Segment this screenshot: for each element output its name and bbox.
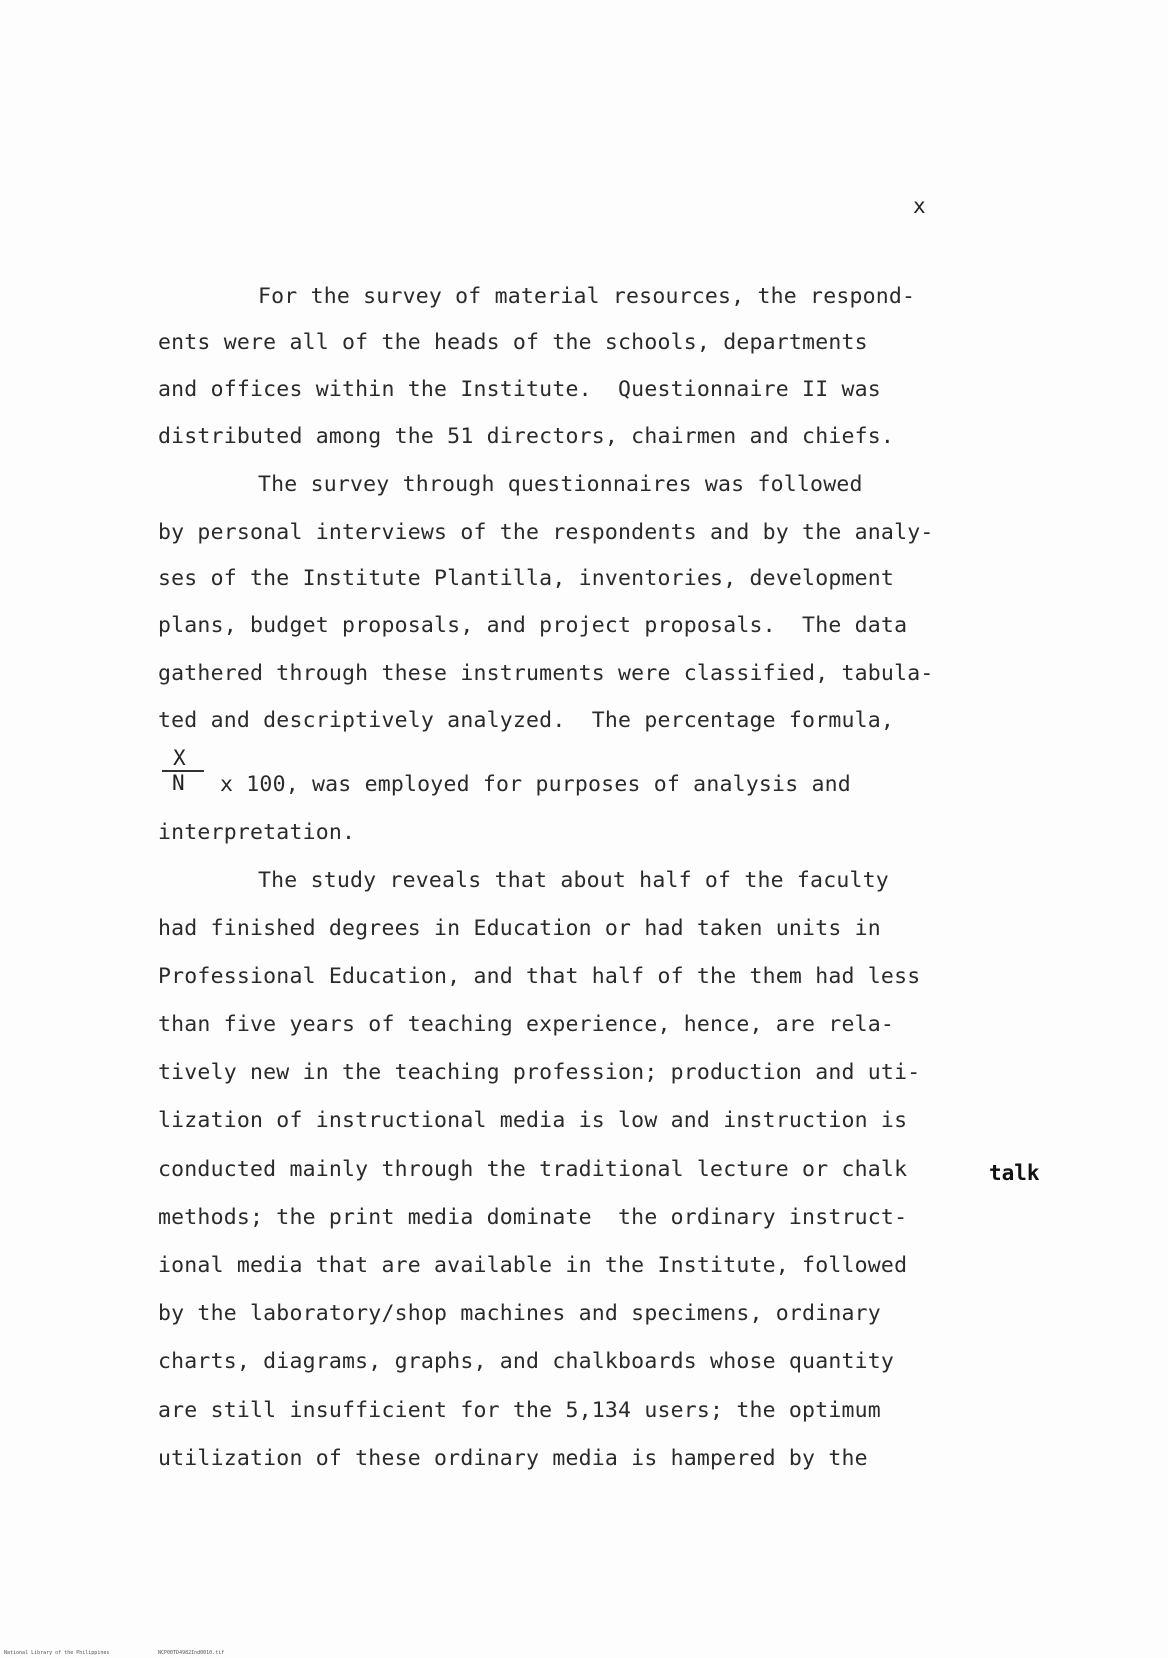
text-line: Professional Education, and that half of the them had less	[158, 964, 921, 989]
text-line: by the laboratory/shop machines and specimens, ordinary	[158, 1301, 881, 1326]
text-line: than five years of teaching experience, hence, are rela-	[158, 1012, 895, 1037]
text-line: ted and descriptively analyzed. The percentage formula,	[158, 708, 895, 733]
text-line: distributed among the 51 directors, chairmen and chiefs.	[158, 424, 895, 449]
text-line: are still insufficient for the 5,134 users; the optimum	[158, 1398, 881, 1423]
text-line: and offices within the Institute. Questionnaire II was	[158, 377, 881, 402]
text-line: by personal interviews of the respondents and by the analy-	[158, 520, 934, 545]
percentage-formula	[160, 746, 200, 802]
text-line: x 100, was employed for purposes of analysis and	[220, 772, 851, 797]
margin-word: talk	[989, 1161, 1040, 1185]
formula-numerator: X	[173, 746, 186, 770]
text-line: had finished degrees in Education or had taken units in	[158, 916, 881, 941]
text-line: The study reveals that about half of the faculty	[258, 868, 889, 893]
text-line: lization of instructional media is low and instruction is	[158, 1108, 908, 1133]
text-line: plans, budget proposals, and project proposals. The data	[158, 613, 908, 638]
text-line: utilization of these ordinary media is hampered by the	[158, 1446, 868, 1471]
text-line: gathered through these instruments were classified, tabula-	[158, 661, 934, 686]
page-number: x	[913, 194, 926, 218]
footer-file: NCP00TD4982Ind0010.tif	[158, 1650, 225, 1656]
text-line: charts, diagrams, graphs, and chalkboards whose quantity	[158, 1349, 895, 1374]
text-line: methods; the print media dominate the ordinary instruct-	[158, 1205, 908, 1230]
text-line: ents were all of the heads of the schools, departments	[158, 330, 868, 355]
text-line: tively new in the teaching profession; production and uti-	[158, 1060, 921, 1085]
formula-denominator: N	[172, 771, 185, 795]
text-line: conducted mainly through the traditional lecture or chalk	[158, 1157, 908, 1182]
text-line: interpretation.	[158, 820, 356, 845]
footer-library: National Library of the Philippines	[4, 1650, 110, 1656]
text-line: For the survey of material resources, the respond-	[258, 284, 916, 309]
text-line: ional media that are available in the Institute, followed	[158, 1253, 908, 1278]
text-line: The survey through questionnaires was followed	[258, 472, 863, 497]
text-line: ses of the Institute Plantilla, inventories, development	[158, 566, 895, 591]
